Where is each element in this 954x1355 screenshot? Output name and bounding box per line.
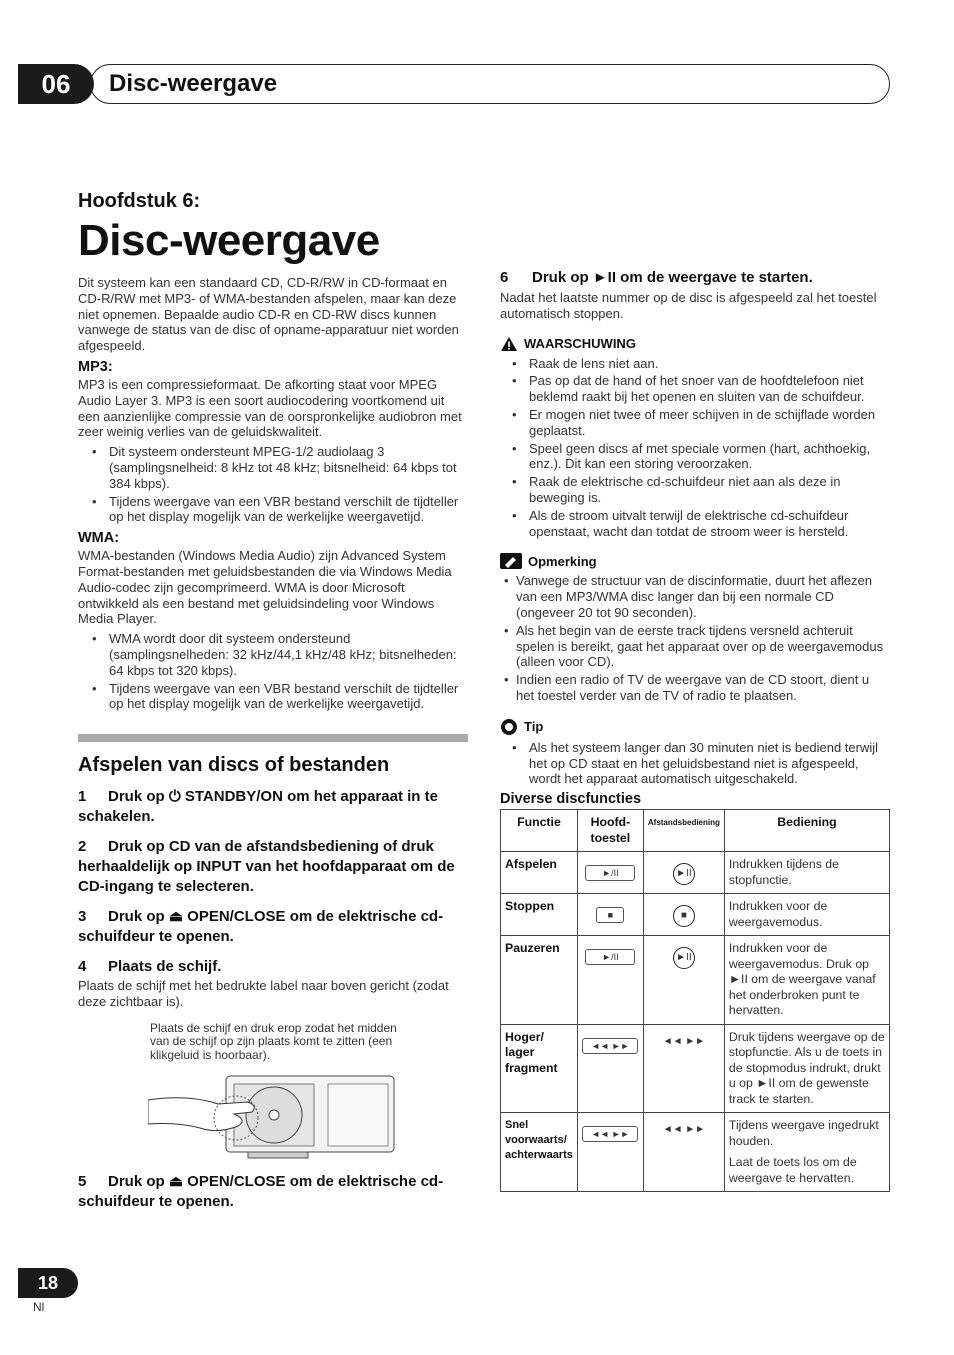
- warning-heading: WAARSCHUWING: [500, 336, 890, 352]
- tip-bullets: [512, 740, 890, 787]
- list-item: • Tijdens weergave van een VBR bestand verschilt de tijdteller op het display mogelijk van de werkelijke weergavetijd.: [92, 494, 468, 526]
- list-item: • Pas op dat de hand of het snoer van de hoofdtelefoon niet beklemd raakt bij het openen en sluiten van de schuifdeur.: [512, 373, 890, 405]
- step-1: 1 Druk op ⏻ STANDBY/ON om het apparaat in te schakelen.: [78, 788, 438, 826]
- section-divider: [78, 734, 468, 742]
- note-bullets: [504, 573, 890, 703]
- list-item: • Als het systeem langer dan 30 minuten niet is bediend terwijl het op CD staat en het geluidsbestand niet is afgespeeld, wordt het apparaat automatisch uitgeschakeld.: [512, 740, 890, 787]
- left-column: [78, 190, 468, 1222]
- disc-insert-illustration: [148, 1070, 398, 1162]
- note-heading: Opmerking: [500, 553, 890, 569]
- chapter-label: Hoofdstuk 6:: [78, 190, 201, 212]
- figure-caption: Plaats de schijf en druk erop zodat het midden van de schijf op zijn plaats komt te zitten (een klikgeluid is hoorbaar).: [150, 1020, 397, 1062]
- table-row: Pauzeren ►/II ►II Indrukken voor de weergavemodus. Druk op ►II om de weergave vanaf het onderbroken punt te hervatten.: [501, 936, 890, 1025]
- language-code: Nl: [33, 1300, 45, 1314]
- list-item: • Als de stroom uitvalt terwijl de elektrische cd-schuifdeur openstaat, wacht dan totdat de stroom weer is hersteld.: [512, 508, 890, 540]
- mp3-text: MP3 is een compressieformaat. De afkorting staat voor MPEG Audio Layer 3. MP3 is een soort audiocodering voortkomend uit een aanzienlijke compressie van de oorspronkelijke audiobron met zeer weinig verlies van de geluidskwaliteit.: [78, 376, 462, 440]
- remote-play-pause-icon: ►II: [673, 863, 695, 885]
- table-header: Bediening: [724, 810, 889, 852]
- intro-text: Dit systeem kan een standaard CD, CD-R/RW in CD-formaat en CD-R/RW met MP3- of WMA-bestanden afspelen, maar kan deze niet opnemen. Bepaalde audio CD-R en CD-RW discs kunnen vanwege de status van de disc of opname-apparatuur niet worden afgespeeld.: [78, 275, 459, 354]
- pencil-icon: [500, 553, 522, 569]
- mp3-bullets: [92, 444, 468, 525]
- wma-text: WMA-bestanden (Windows Media Audio) zijn Advanced System Format-bestanden met geluidsbestanden die via Windows Media Audio-codec zijn gecomprimeerd. WMA is door Microsoft ontwikkeld als een bestand met geluidsindeling voor Windows Media Player.: [78, 548, 452, 627]
- step-4: 4 Plaats de schijf.: [78, 958, 222, 976]
- list-item: • Tijdens weergave van een VBR bestand verschilt de tijdteller op het display mogelijk van de werkelijke weergavetijd.: [92, 681, 468, 713]
- step-2: 2 Druk op CD van de afstandsbediening of druk herhaaldelijk op INPUT van het hoofdapparaat om de CD-ingang te selecteren.: [78, 838, 455, 896]
- main-play-pause-icon: ►/II: [585, 949, 635, 965]
- table-header: Afstandsbediening: [643, 810, 724, 852]
- main-skip-icon: ◄◄ ►►: [582, 1038, 638, 1054]
- step-5: 5 Druk op ⏏ OPEN/CLOSE om de elektrische cd-schuifdeur te openen.: [78, 1173, 444, 1211]
- table-row: Afspelen ►/II ►II Indrukken tijdens de stopfunctie.: [501, 852, 890, 894]
- header-title: Disc-weergave: [109, 70, 278, 97]
- table-row: Hoger/ lager fragment ◄◄ ►► ◄◄ ►► Druk tijdens weergave op de stopfunctie. Als u de toets in de stopmodus indrukt, drukt u op ►II om de gewenste track te starten.: [501, 1024, 890, 1113]
- list-item: • Als het begin van de eerste track tijdens versneld achteruit spelen is bereikt, gaat het apparaat over op de weergavemodus (alleen voor CD).: [504, 623, 890, 670]
- warning-bullets: [512, 356, 890, 540]
- step-6: 6 Druk op ►II om de weergave te starten.: [500, 269, 813, 286]
- wma-bullets: [92, 631, 468, 712]
- list-item: • Er mogen niet twee of meer schijven in de schijflade worden geplaatst.: [512, 407, 890, 439]
- remote-skip-icon: ◄◄ ►►: [662, 1035, 706, 1047]
- step-6-note: Nadat het laatste nummer op de disc is afgespeeld zal het toestel automatisch stoppen.: [500, 290, 877, 321]
- step-4-note: Plaats de schijf met het bedrukte label naar boven gericht (zodat deze zichtbaar is).: [78, 978, 449, 1009]
- list-item: • WMA wordt door dit systeem ondersteund (samplingsnelheden: 32 kHz/44,1 kHz/48 kHz; bitsnelheden: 64 kbps tot 320 kbps).: [92, 631, 468, 678]
- page-number: 18: [18, 1268, 78, 1298]
- page-title: Disc-weergave: [78, 216, 380, 265]
- chapter-number-badge: 06: [18, 64, 94, 104]
- tip-heading: Tip: [500, 718, 890, 736]
- table-row: Snel voorwaarts/ achterwaarts ◄◄ ►► ◄◄ ►► Tijdens weergave ingedrukt houden. Laat de toets los om de weergave te hervatten.: [501, 1113, 890, 1192]
- right-column: [500, 268, 890, 1192]
- list-item: • Dit systeem ondersteunt MPEG-1/2 audiolaag 3 (samplingsnelheid: 8 kHz tot 48 kHz; bitsnelheid: 64 kbps tot 384 kbps).: [92, 444, 468, 491]
- main-search-icon: ◄◄ ►►: [582, 1126, 638, 1142]
- main-play-pause-icon: ►/II: [585, 865, 635, 881]
- list-item: • Speel geen discs af met speciale vormen (hart, achthoekig, enz.). Dit kan een storing veroorzaken.: [512, 441, 890, 473]
- list-item: • Indien een radio of TV de weergave van de CD stoort, dient u het toestel verder van de TV of radio te plaatsen.: [504, 672, 890, 704]
- mp3-heading: MP3:: [78, 358, 113, 375]
- list-item: • Raak de lens niet aan.: [512, 356, 890, 372]
- chapter-header: [90, 64, 890, 104]
- table-header: Hoofd-toestel: [577, 810, 643, 852]
- remote-stop-icon: ■: [673, 905, 695, 927]
- warning-icon: [500, 336, 518, 352]
- table-title: Diverse discfuncties: [500, 791, 642, 808]
- wma-heading: WMA:: [78, 530, 120, 547]
- step-3: 3 Druk op ⏏ OPEN/CLOSE om de elektrische cd-schuifdeur te openen.: [78, 908, 444, 946]
- disc-functions-table: [500, 809, 890, 1192]
- list-item: • Raak de elektrische cd-schuifdeur niet aan als deze in beweging is.: [512, 474, 890, 506]
- table-row: Stoppen ■ ■ Indrukken voor de weergavemodus.: [501, 894, 890, 936]
- remote-search-icon: ◄◄ ►►: [662, 1124, 706, 1136]
- main-stop-icon: ■: [596, 907, 624, 923]
- lightbulb-icon: [500, 718, 518, 736]
- table-header: Functie: [501, 810, 578, 852]
- section-title: Afspelen van discs of bestanden: [78, 754, 390, 777]
- list-item: • Vanwege de structuur van de discinformatie, duurt het aflezen van een MP3/WMA disc langer dan bij een normale CD (ongeveer 20 tot 90 seconden).: [504, 573, 890, 620]
- remote-play-pause-icon: ►II: [673, 947, 695, 969]
